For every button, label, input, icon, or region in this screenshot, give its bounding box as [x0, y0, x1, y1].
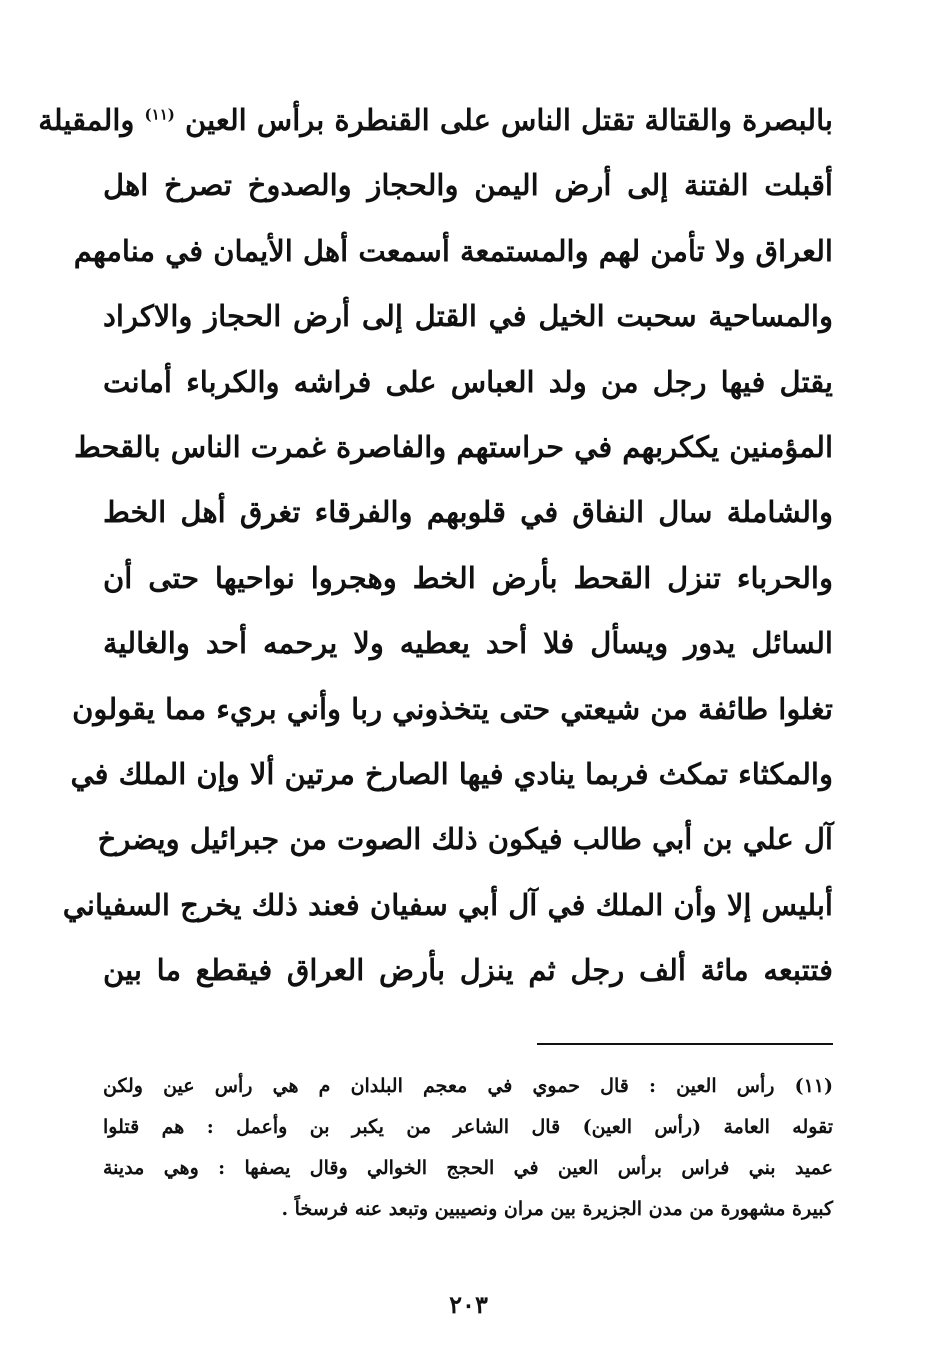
text-line-1-end: والمقيلة — [38, 103, 135, 137]
text-line-9: السائل يدور ويسأل فلا أحد يعطيه ولا يرحمه أحد والغالية — [103, 626, 833, 661]
text-line-2: أقبلت الفتنة إلى أرض اليمن والحجاز والصدوخ تصرخ اهل — [103, 168, 833, 203]
main-text-block — [38, 88, 833, 1003]
text-line-13: أبليس إلا وأن الملك في آل أبي سفيان فعند ذلك يخرج السفياني — [62, 887, 833, 922]
text-line-1-start: بالبصرة والقتالة تقتل الناس على القنطرة برأس العين — [185, 103, 833, 137]
text-line-7: والشاملة سال النفاق في قلوبهم والفرقاء تغرق أهل الخط — [103, 495, 833, 530]
text-line-3: العراق ولا تأمن لهم والمستمعة أسمعت أهل الأيمان في منامهم — [73, 233, 833, 268]
footnote-line-3: عميد بني فراس برأس العين في الحجج الخوالي وقال يصفها : وهي مدينة — [103, 1157, 833, 1179]
text-line-1 — [38, 88, 833, 153]
footnote-block — [103, 1066, 833, 1230]
footnote-reference: (١١) — [144, 105, 175, 124]
text-line-12: آل علي بن أبي طالب فيكون ذلك الصوت من جبرائيل ويضرخ — [97, 822, 833, 857]
text-line-10: تغلوا طائفة من شيعتي حتى يتخذوني ربا وأني بريء مما يقولون — [72, 691, 833, 726]
text-line-4: والمساحية سحبت الخيل في القتل إلى أرض الحجاز والاكراد — [103, 299, 833, 334]
footnote-line-1: (١١) رأس العين : قال حموي في معجم البلدان م هي رأس عين ولكن — [103, 1075, 833, 1097]
text-line-8: والحرباء تنزل القحط بأرض الخط وهجروا نواحيها حتى أن — [103, 560, 833, 595]
footnote-divider — [537, 1043, 833, 1045]
footnote-line-4: كبيرة مشهورة من مدن الجزيرة بين مران ونصيبين وتبعد عنه فرسخاً . — [281, 1198, 833, 1220]
text-line-14: فتتبعه مائة ألف رجل ثم ينزل بأرض العراق فيقطع ما بين — [103, 953, 833, 988]
footnote-line-2: تقوله العامة (رأس العين) قال الشاعر من يكبر بن وأعمل : هم قتلوا — [103, 1116, 833, 1138]
page-number: ٢٠٣ — [449, 1290, 488, 1319]
text-line-11: والمكثاء تمكث فربما ينادي فيها الصارخ مرتين ألا وإن الملك في — [70, 756, 833, 791]
text-line-6: المؤمنين يككربهم في حراستهم والفاصرة غمرت الناس بالقحط — [74, 429, 833, 464]
text-line-5: يقتل فيها رجل من ولد العباس على فراشه والكرباء أمانت — [103, 364, 833, 399]
